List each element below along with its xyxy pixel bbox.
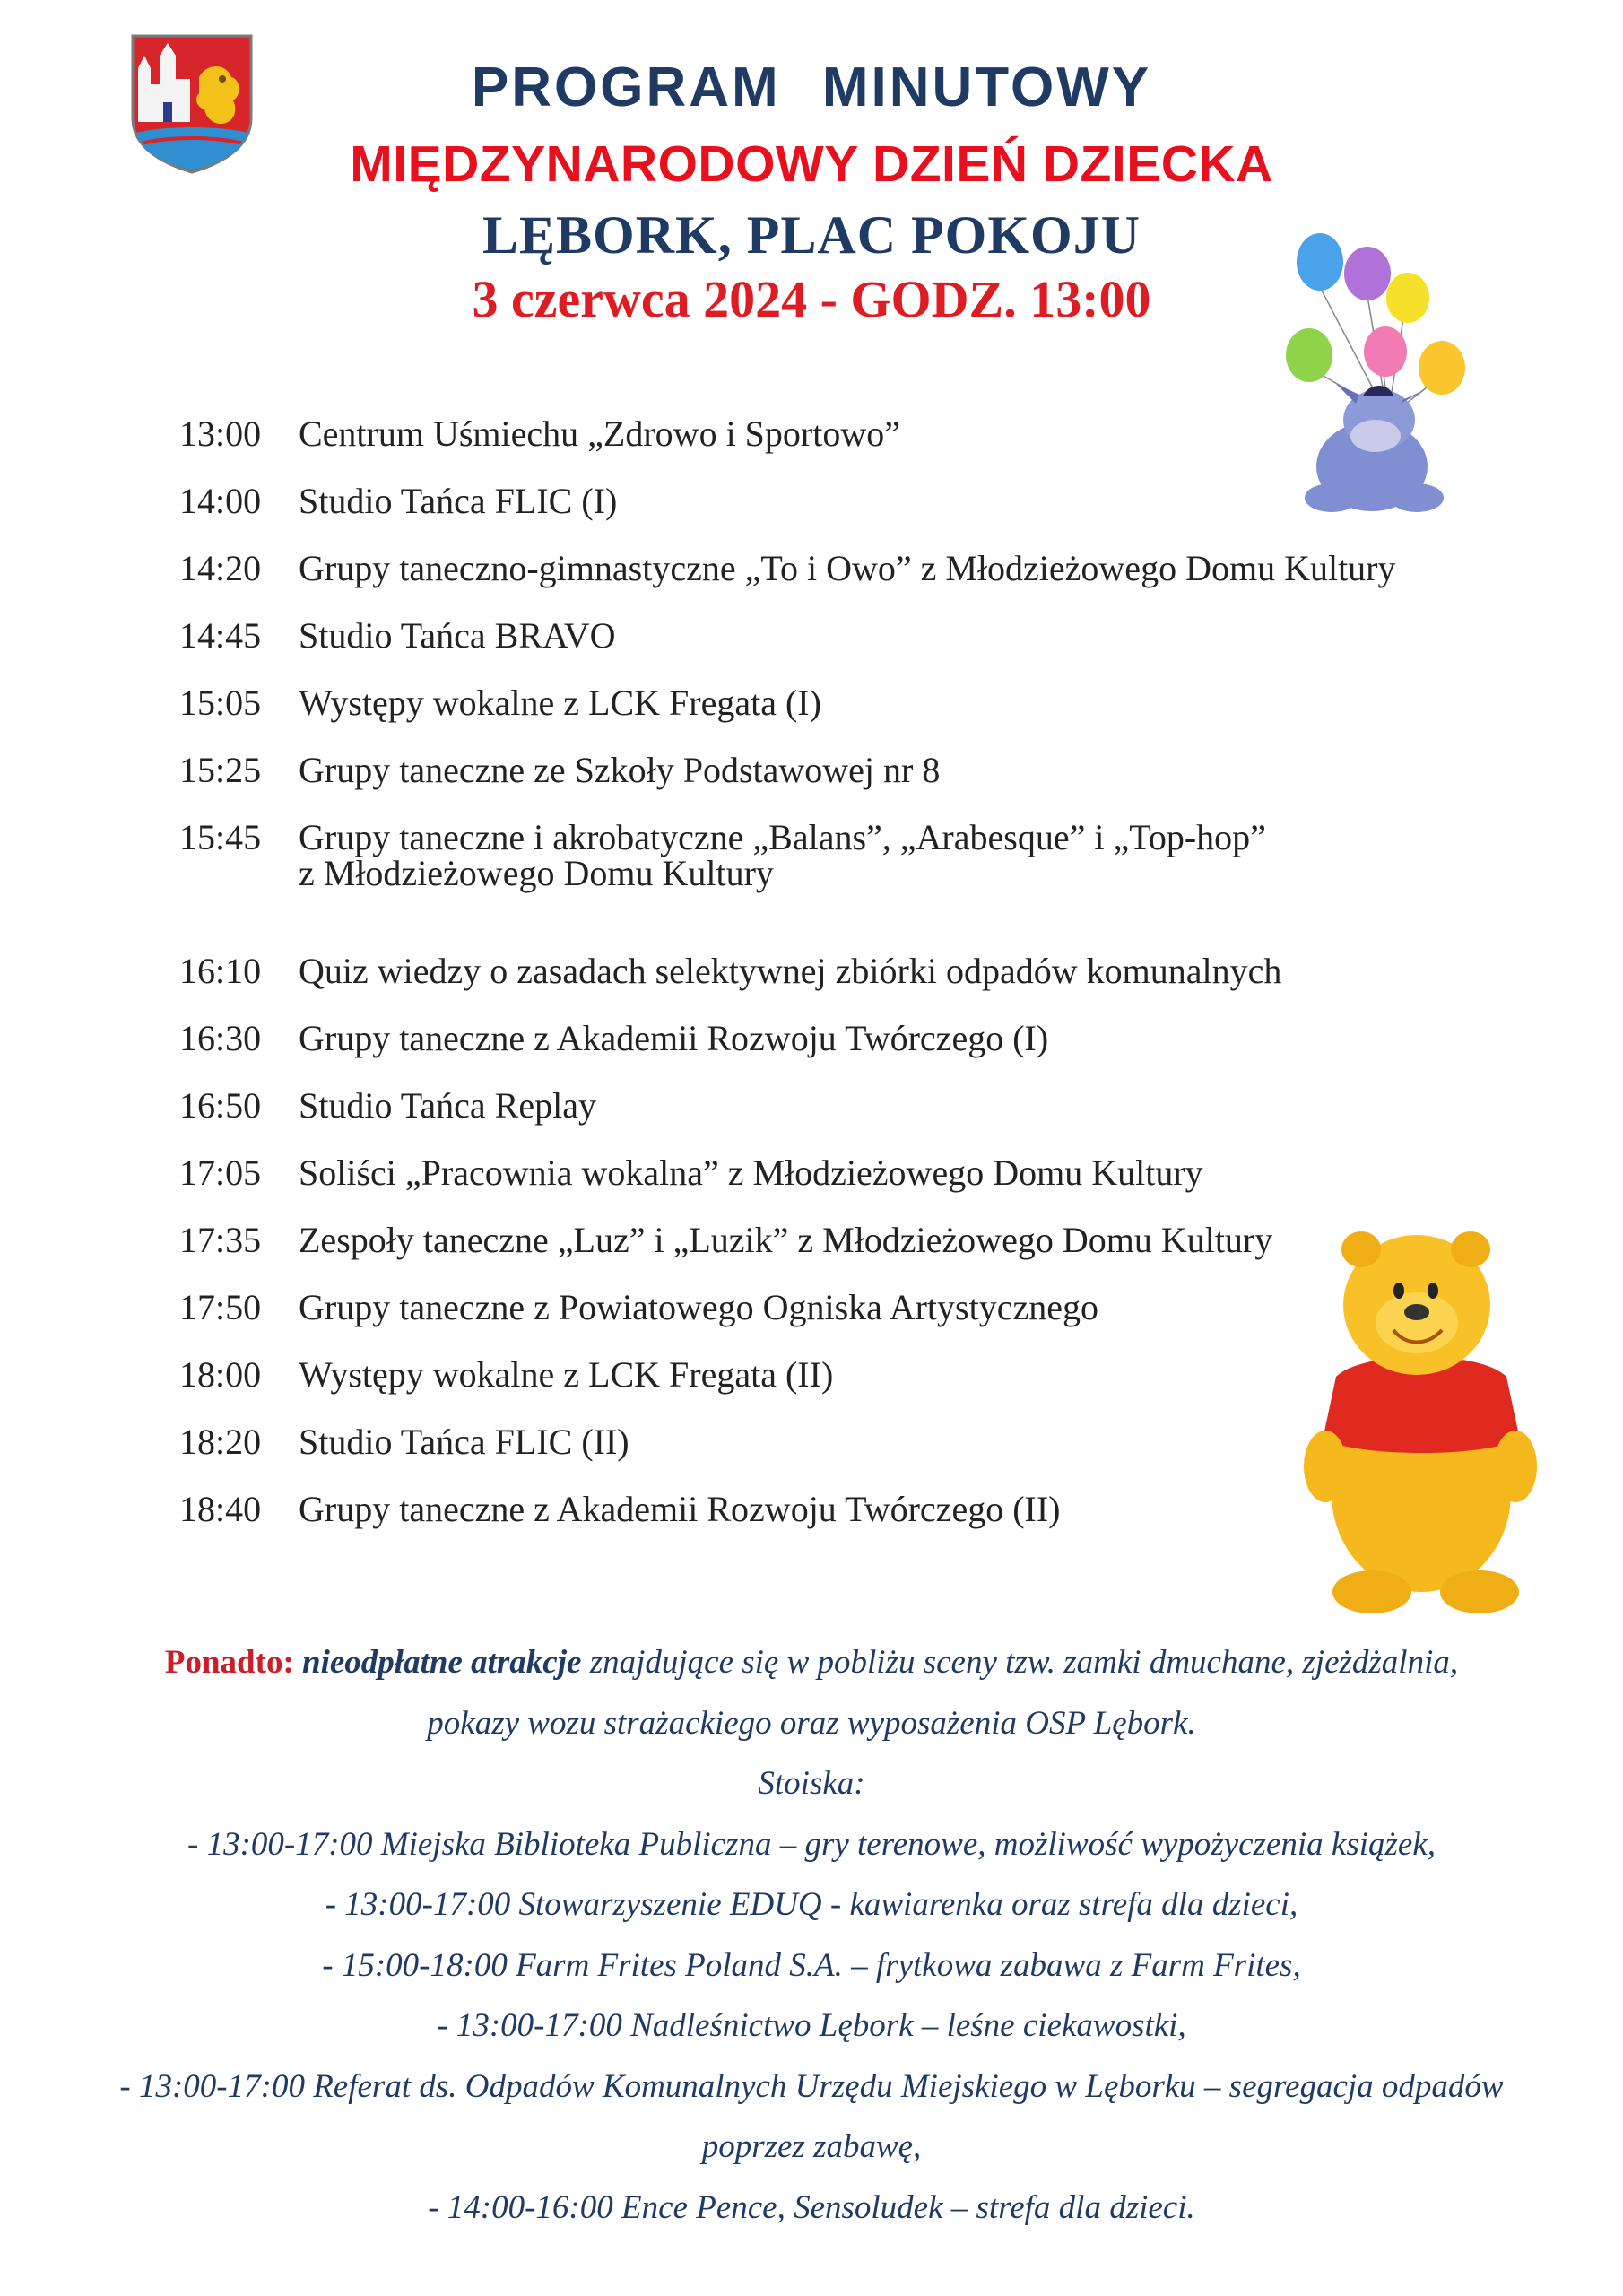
program-time: 18:40 (179, 1489, 262, 1529)
stand-item: - 13:00-17:00 Nadleśnictwo Lębork – leśne ciekawostki, (437, 2007, 1186, 2044)
program-time: 15:05 (179, 683, 262, 723)
additional-attractions (54, 1632, 1569, 2238)
program-description: Zespoły taneczne „Luz” i „Luzik” z Młodzieżowego Domu Kultury (299, 1220, 1273, 1260)
program-description: Grupy taneczne z Akademii Rozwoju Twórczego (II) (299, 1489, 1061, 1529)
program-description: Studio Tańca FLIC (II) (299, 1422, 629, 1462)
stand-item: - 14:00-16:00 Ence Pence, Sensoludek – strefa dla dzieci. (428, 2188, 1195, 2226)
attractions-free-label: nieodpłatne atrakcje (302, 1644, 582, 1681)
program-row (179, 804, 1524, 937)
stand-item: - 13:00-17:00 Stowarzyszenie EDUQ - kawiarenka oraz strefa dla dzieci, (325, 1886, 1298, 1923)
program-time: 14:00 (179, 481, 262, 521)
stand-item: - 13:00-17:00 Miejska Biblioteka Publiczna – gry terenowe, możliwość wypożyczenia książek, (187, 1825, 1436, 1863)
program-description-line1: Grupy taneczne i akrobatyczne „Balans”, „Arabesque” i „Top-hop” (299, 817, 1266, 857)
program-description: Studio Tańca Replay (299, 1085, 596, 1126)
program-time: 16:10 (179, 951, 262, 991)
program-description: Quiz wiedzy o zasadach selektywnej zbiórki odpadów komunalnych (299, 951, 1282, 991)
program-row (179, 1139, 1524, 1206)
program-row (179, 669, 1524, 736)
program-time: 17:35 (179, 1220, 262, 1260)
program-time: 18:20 (179, 1422, 262, 1462)
attractions-lead: Ponadto: (164, 1644, 294, 1681)
program-row (179, 1072, 1524, 1139)
program-row (179, 400, 1524, 467)
program-time: 18:00 (179, 1354, 262, 1395)
program-description-line2: z Młodzieżowego Domu Kultury (299, 853, 774, 893)
program-description: Grupy taneczno-gimnastyczne „To i Owo” z Młodzieżowego Domu Kultury (299, 548, 1396, 588)
stand-item: poprzez zabawę, (701, 2128, 922, 2165)
program-row (179, 467, 1524, 535)
program-time: 16:50 (179, 1085, 262, 1126)
bear-illustration (1300, 1197, 1542, 1619)
program-time: 14:20 (179, 548, 262, 588)
attractions-line1-rest: znajdujące się w pobliżu sceny tzw. zamki dmuchane, zjeżdżalnia, (581, 1644, 1459, 1681)
program-title: PROGRAM MINUTOWY (471, 57, 1152, 118)
program-time: 14:45 (179, 615, 262, 656)
program-time: 15:45 (179, 817, 262, 857)
program-description (299, 804, 1266, 893)
stand-item: - 15:00-18:00 Farm Frites Poland S.A. – frytkowa zabawa z Farm Frites, (322, 1946, 1301, 1984)
program-description: Grupy taneczne ze Szkoły Podstawowej nr 8 (299, 750, 941, 790)
stand-item: - 13:00-17:00 Referat ds. Odpadów Komunalnych Urzędu Miejskiego w Lęborku – segregacja odpadów (119, 2067, 1504, 2105)
event-location: LĘBORK, PLAC POKOJU (482, 205, 1141, 265)
program-row (179, 602, 1524, 669)
program-time: 16:30 (179, 1018, 262, 1058)
event-date-time: 3 czerwca 2024 - GODZ. 13:00 (472, 270, 1151, 328)
program-description: Studio Tańca FLIC (I) (299, 481, 618, 521)
program-time: 13:00 (179, 413, 262, 454)
attractions-line-2: pokazy wozu strażackiego oraz wyposażenia OSP Lębork. (427, 1704, 1196, 1742)
program-row (179, 937, 1524, 1004)
program-description: Grupy taneczne z Akademii Rozwoju Twórczego (I) (299, 1018, 1049, 1058)
program-description: Występy wokalne z LCK Fregata (II) (299, 1354, 834, 1395)
program-description: Centrum Uśmiechu „Zdrowo i Sportowo” (299, 413, 900, 454)
program-description: Soliści „Pracownia wokalna” z Młodzieżowego Domu Kultury (299, 1152, 1203, 1193)
program-description: Występy wokalne z LCK Fregata (I) (299, 683, 821, 723)
program-row (179, 1004, 1524, 1072)
program-description: Studio Tańca BRAVO (299, 615, 616, 656)
attractions-line-1 (54, 1632, 1569, 1693)
program-description: Grupy taneczne z Powiatowego Ogniska Artystycznego (299, 1287, 1098, 1327)
program-row (179, 736, 1524, 804)
stands-title: Stoiska: (758, 1765, 865, 1802)
program-time: 15:25 (179, 750, 262, 790)
event-name: MIĘDZYNARODOWY DZIEŃ DZIECKA (350, 135, 1273, 193)
program-row (179, 535, 1524, 602)
program-time: 17:05 (179, 1152, 262, 1193)
program-time: 17:50 (179, 1287, 262, 1327)
